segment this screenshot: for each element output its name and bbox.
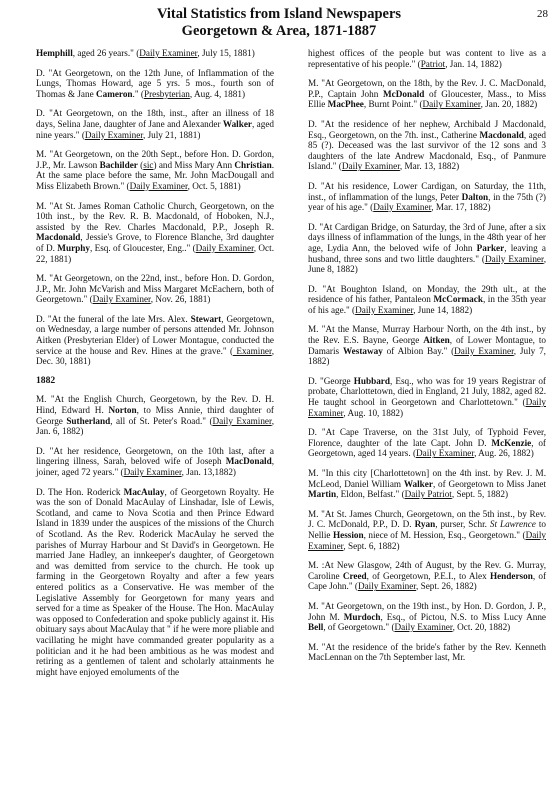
right-column: [308, 48, 546, 672]
entry-creed-henderson: M. :At New Glasgow, 24th of August, by the Rev. G. Murray, Caroline Creed, of Georgetown, P.E.I., to Alex Henderson, of Cape John." (Daily Examiner, Sept. 26, 1882): [308, 560, 546, 592]
entry-macdonald-sarah: D. "At her residence, Georgetown, on the 10th last, after a lingering illness, Sarah, beloved wife of Joseph MacDonald, joiner, aged 72 years." (Daily Examiner, Jan. 13,1882): [36, 445, 274, 477]
entry-norton: M. "At the English Church, Georgetown, by the Rev. D. H. Hind, Edward H. Norton, to Miss Annie, third daughter of George Sutherland, all of St. Peter's Road." (Daily Examiner, Jan. 6, 1882): [36, 394, 274, 437]
left-column: [36, 48, 274, 686]
entry-parker: D. "At Cardigan Bridge, on Saturday, the 3rd of June, after a six days illness of inflammation of the lungs, in the 48th year of her age, Lydia Ann, the beloved wife of John Parker, leaving a husband, three sons and two little daughters." (Daily Examiner, June 8, 1882): [308, 221, 546, 275]
entry-walker: D. "At Georgetown, on the 18th, inst., after an illness of 18 days, Selina Jane, daughter of Jane and Alexander Walker, aged nine years." (Daily Examiner, July 21, 1881): [36, 108, 275, 140]
entry-hemphill: Hemphill, aged 26 years." (Daily Examiner, July 15, 1881): [36, 48, 255, 58]
page-number: 28: [537, 8, 548, 20]
page-title-line2: Georgetown & Area, 1871-1887: [181, 23, 377, 39]
page-header: [0, 6, 558, 40]
entry-macdonald-catherine: D. "At the residence of her nephew, Archibald J Macdonald, Esq., Georgetown, on the 7th. inst., Catherine Macdonald, aged 85 (?). Deceased was the last survivor of the 12 sons and 3 daughters of the late Andrew Macdonald, Esq., of Panmure Island." (Daily Examiner, Mar. 13, 1882): [308, 118, 546, 172]
entry-murdoch-bell: M. "At Georgetown, on the 19th inst., by Hon. D. Gordon, J. P., John M. Murdoch, Esq., of Pictou, N.S. to Miss Lucy Anne Bell, of Georgetown." (Daily Examiner, Oct. 20, 1882): [308, 600, 546, 633]
entry-bachilder: M. "At Georgetown, on the 20th Sept., before Hon. D. Gordon, J.P., Mr. Lawson Bachilder (sic) and Miss Mary Ann Christian. At the same place before the same, Mr. John MacDougall and Miss Elizabeth Brown." (Daily Examiner, Oct. 5, 1881): [36, 149, 274, 191]
entry-maclennan: M. "At the residence of the bride's father by the Rev. Kenneth MacLennan on the 7th September last, Mr.: [308, 641, 546, 663]
entry-mcdonald-macphee: M. "At Georgetown, on the 18th, by the Rev. J. C. MacDonald, P.P., Captain John McDonald of Gloucester, Mass., to Miss Ellie MacPhee, Burnt Point." (Daily Examiner, Jan. 20, 1882): [308, 78, 546, 110]
entry-mcvarish: M. "At Georgetown, on the 22nd, inst., before Hon. D. Gordon, J.P., Mr. John McVarish and Miss Margaret McEachern, both of Georgetown." (Daily Examiner, Nov. 26, 1881): [36, 273, 274, 305]
year-heading: 1882: [36, 374, 56, 386]
page-title-line1: Vital Statistics from Island Newspapers: [156, 6, 402, 22]
entry-mckenzie: D. "At Cape Traverse, on the 31st July, of Typhoid Fever, Florence, daughter of the late Capt. John D. McKenzie, of Georgetown, aged 14 years. (Daily Examiner, Aug. 26, 1882): [308, 427, 546, 459]
entry-macdonald-murphy: M. "At St. James Roman Catholic Church, Georgetown, on the 10th inst., by the Rev. R. B. Macdonald, of Hoboken, N.J., assisted by the Rev. Charles Macdonald, P.P., Joseph R. Macdonald, Jessie's Grove, to Florence Blanche, 3rd daughter of D. Murphy, Esq. of Gloucester, Eng.." (Daily Examiner, Oct. 22, 1881): [36, 200, 274, 264]
entry-mccormack: D. "At Boughton Island, on Monday, the 29th ult., at the residence of his father, Pantaleon McCormack, in the 35th year of his age." (Daily Examiner, June 14, 1882): [308, 283, 547, 315]
entry-walker-martin: M. "In this city [Charlottetown] on the 4th inst. by Rev. J. M. McLeod, Daniel William Walker, of Georgetown to Miss Janet Martin, Eldon, Belfast." (Daily Patriot, Sept. 5, 1882): [308, 468, 547, 500]
entry-macaulay: D. The Hon. Roderick MacAulay, of Georgetown Royalty. He was the son of Donald MacAulay of Linshadar, Isle of Lewis, Scotland, and came to Nova Scotia and then Prince Edward Island in 1839 under the auspices of the missions of the Church of Scotland. As the Rev. Roderick MacAulay he served the parishes of Murray Harbour and St David's in Georgetown. He married Jane Hadley, an innkeeper's daughter, of Georgetown and was demitted from service to the church. He took up farming in the Georgetown Royalty and after a few years entered politics as a Conservative. He was member of the Legislative Assembly for Georgetown for many years and served for a time as Speaker of the House. The Hon. MacAulay was opposed to Confederation and spoke publicly against it. His obituary says about MacAulay that " if he were more pliable and vacillating he might have commanded greater popularity as a politician and it he had been ambitious as he was modest and retiring as a gentlemen of talent and scholarly attainments he might have enjoyed emoluments of the: [36, 486, 274, 677]
entry-aitken: M. "At the Manse, Murray Harbour North, on the 4th inst., by the Rev. E.S. Bayne, George Aitken, of Lower Montague, to Damaris Westaway of Albion Bay." (Daily Examiner, July 7, 1882): [308, 324, 546, 367]
entry-macaulay-cont: highest offices of the people but was content to live as a representative of his people." (Patriot, Jan. 14, 1882): [308, 48, 546, 69]
entry-cameron: D. "At Georgetown, on the 12th June, of Inflammation of the Lungs, Thomas Howard, age 5 yrs. 5 mos., fourth son of Thomas & Jane Cameron." (Presbyterian, Aug. 4, 1881): [36, 67, 274, 99]
entry-ryan-hession: M. "At St. James Church, Georgetown, on the 5th inst., by Rev. J. C. McDonald, P.P., D. D. Ryan, purser, Schr. St Lawrence to Nellie Hession, niece of M. Hession, Esq., Georgetown." (Daily Examiner, Sept. 6, 1882): [308, 508, 546, 551]
entry-stewart: D. "At the funeral of the late Mrs. Alex. Stewart, Georgetown, on Wednesday, a large number of persons attended Mr. Johnson Aitken (Presbyterian Elder) of Lower Montague, conducted the service at the house and Rev. Hines at the grave." ( Examiner, Dec. 30, 1881): [36, 313, 274, 367]
entry-dalton: D. "At his residence, Lower Cardigan, on Saturday, the 11th, inst., of inflammation of the lungs, Peter Dalton, in the 75th (?) year of his age." (Daily Examiner, Mar. 17, 1882): [308, 180, 546, 213]
entry-hubbard: D. "George Hubbard, Esq., who was for 19 years Registrar of probate, Charlottetown, died in England, 21 July, 1882, aged 82. He taught school in Georgetown and Charlottetown." (Daily Examiner, Aug. 10, 1882): [308, 375, 546, 418]
